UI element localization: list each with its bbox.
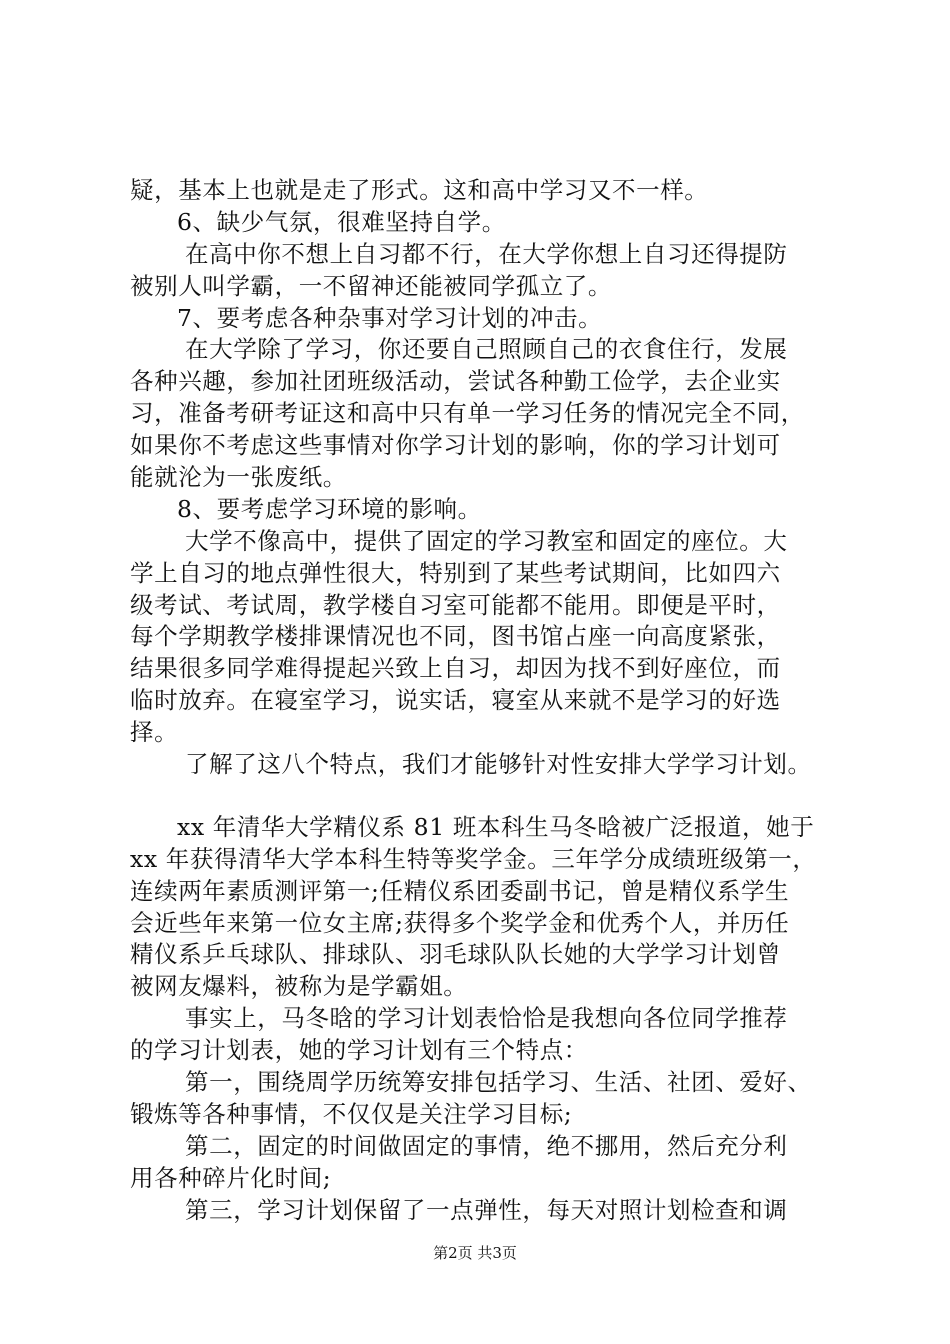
text-line: 连续两年素质测评第一;任精仪系团委副书记，曾是精仪系学生: [130, 876, 790, 905]
text-line: 择。: [130, 718, 179, 747]
text-line: 疑，基本上也就是走了形式。这和高中学习又不一样。: [130, 176, 709, 204]
text-line: 被网友爆料，被称为是学霸姐。: [130, 972, 468, 1001]
text-line: 的学习计划表，她的学习计划有三个特点：: [130, 1036, 588, 1065]
text-line: 能就沦为一张废纸。: [130, 463, 347, 492]
text-line: 了解了这八个特点，我们才能够针对性安排大学学习计划。: [185, 750, 812, 779]
text-line: 学上自习的地点弹性很大，特别到了某些考试期间，比如四六: [130, 558, 781, 587]
text-line: 如果你不考虑这些事情对你学习计划的影响，你的学习计划可: [130, 431, 781, 460]
text-line: 在高中你不想上自习都不行，在大学你想上自习还得提防: [185, 239, 788, 268]
text-line: 被别人叫学霸，一不留神还能被同学孤立了。: [130, 271, 612, 300]
paragraph-gap: [130, 781, 840, 812]
text-line: 第一，围绕周学历统筹安排包括学习、生活、社团、爱好、: [185, 1068, 812, 1097]
text-line: 精仪系乒乓球队、排球队、羽毛球队队长她的大学学习计划曾: [130, 940, 781, 969]
text-line: 在大学除了学习，你还要自己照顾自己的衣食住行，发展: [185, 335, 788, 364]
list-item-heading: 6、缺少气氛，很难坚持自学。: [177, 207, 506, 236]
text-line: 用各种碎片化时间;: [130, 1163, 332, 1192]
text-line: 级考试、考试周，教学楼自习室可能都不能用。即便是平时，: [130, 590, 781, 619]
text-line: 各种兴趣，参加社团班级活动，尝试各种勤工俭学，去企业实: [130, 367, 781, 396]
text-line: xx 年获得清华大学本科生特等奖学金。三年学分成绩班级第一，: [130, 844, 817, 873]
text-line: xx 年清华大学精仪系 81 班本科生马冬晗被广泛报道，她于: [177, 812, 815, 841]
text-line: 会近些年来第一位女主席;获得多个奖学金和优秀个人，并历任: [130, 908, 790, 937]
text-line: 锻炼等各种事情，不仅仅是关注学习目标;: [130, 1099, 573, 1128]
text-line: 习，准备考研考证这和高中只有单一学习任务的情况完全不同，: [130, 399, 805, 428]
text-line: 事实上，马冬晗的学习计划表恰恰是我想向各位同学推荐: [185, 1004, 788, 1033]
text-line: 每个学期教学楼排课情况也不同，图书馆占座一向高度紧张，: [130, 622, 781, 651]
list-item-heading: 7、要考虑各种杂事对学习计划的冲击。: [177, 303, 603, 332]
page-number-footer: 第2页 共3页: [433, 1244, 517, 1262]
text-line: 大学不像高中，提供了固定的学习教室和固定的座位。大: [185, 526, 788, 555]
text-line: 第二，固定的时间做固定的事情，绝不挪用，然后充分利: [185, 1131, 788, 1160]
text-line: 结果很多同学难得提起兴致上自习，却因为找不到好座位，而: [130, 654, 781, 683]
list-item-heading: 8、要考虑学习环境的影响。: [177, 494, 482, 523]
body-text: [130, 175, 840, 1227]
text-line: 临时放弃。在寝室学习，说实话，寝室从来就不是学习的好选: [130, 686, 781, 715]
text-line: 第三，学习计划保留了一点弹性，每天对照计划检查和调: [185, 1195, 788, 1224]
